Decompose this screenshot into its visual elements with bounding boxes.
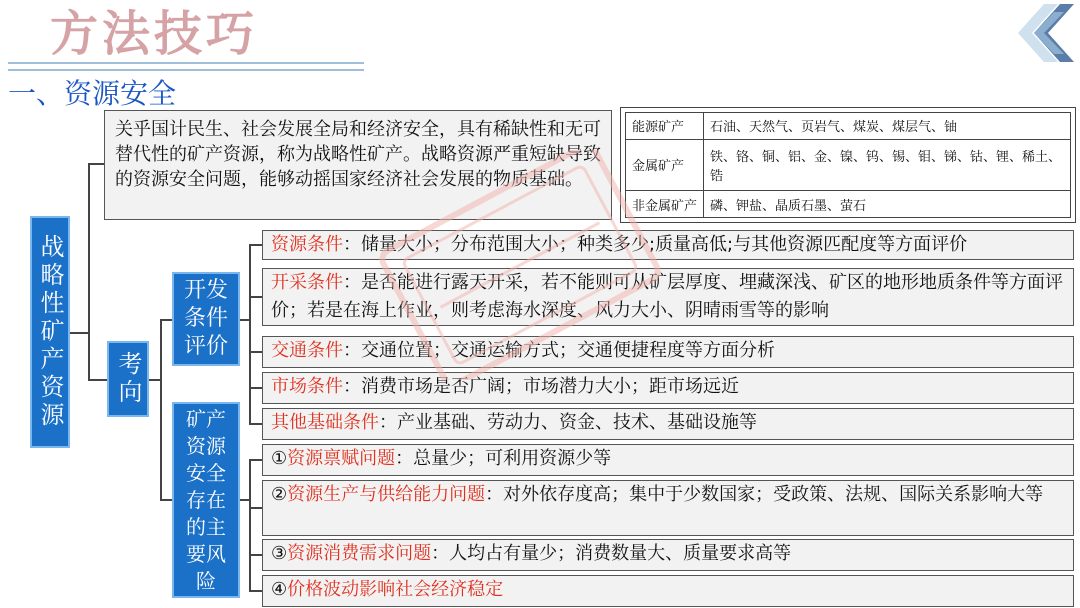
- mineral-type: 非金属矿产: [626, 191, 704, 218]
- row-number: ④: [271, 579, 288, 600]
- row-key: 开采条件: [271, 272, 343, 293]
- connector: [249, 244, 251, 424]
- connector: [249, 554, 262, 556]
- connector: [249, 507, 262, 509]
- row-key: 市场条件: [271, 376, 343, 397]
- row-text: ：消费市场是否广阔；市场潜力大小；距市场远近: [343, 376, 739, 397]
- connector: [70, 332, 88, 334]
- mineral-items: 石油、天然气、页岩气、煤炭、煤层气、铀: [704, 113, 1071, 140]
- definition-box: [104, 110, 612, 220]
- mineral-table: [620, 107, 1076, 223]
- risk-label: 矿产资源安全存在的主要风险: [186, 406, 226, 593]
- kaoxiang-box: [107, 341, 149, 417]
- row-number: ①: [271, 448, 288, 469]
- mineral-items: 铁、铬、铜、铝、金、镍、钨、锡、钼、锑、钴、锂、稀土、锆: [704, 139, 1071, 191]
- connector: [249, 459, 262, 461]
- row-text: ：交通位置；交通运输方式；交通便捷程度等方面分析: [343, 340, 775, 361]
- row-text: ：总量少；可利用资源少等: [395, 448, 612, 469]
- connector: [249, 590, 262, 592]
- connector: [160, 499, 172, 501]
- risk-box: [172, 402, 240, 598]
- row-key: 交通条件: [271, 340, 343, 361]
- table-row: [626, 191, 1071, 218]
- risk-row-endowment: [262, 444, 1074, 476]
- page-title: 方法技巧: [50, 6, 259, 62]
- row-key: 资源禀赋问题: [287, 448, 396, 469]
- mineral-type: 能源矿产: [626, 113, 704, 140]
- connector: [160, 319, 162, 500]
- connector: [249, 351, 262, 353]
- row-text: ：人均占有量少；消费数量大、质量要求高等: [431, 543, 792, 564]
- row-text: ：对外依存度高；集中于少数国家；受政策、法规、国际关系影响大等: [485, 484, 1044, 505]
- row-number: ②: [271, 484, 288, 505]
- dev-row-transport: [262, 336, 1074, 368]
- connector: [88, 379, 107, 381]
- dev-row-resource: [262, 230, 1074, 260]
- root-label: 战略性矿产资源: [36, 234, 64, 430]
- risk-row-price: [262, 575, 1074, 607]
- row-text: ：产业基础、劳动力、资金、技术、基础设施等: [379, 412, 757, 433]
- row-number: ③: [271, 543, 288, 564]
- table-row: [626, 139, 1071, 191]
- mineral-type: 金属矿产: [626, 139, 704, 191]
- row-key: 价格波动影响社会经济稳定: [287, 579, 504, 600]
- mineral-items: 磷、钾盐、晶质石墨、萤石: [704, 191, 1071, 218]
- title-underline-top: [8, 62, 364, 64]
- connector: [88, 163, 90, 380]
- row-key: 资源消费需求问题: [287, 543, 432, 564]
- table-row: [626, 113, 1071, 140]
- connector: [249, 296, 262, 298]
- risk-row-demand: [262, 539, 1074, 571]
- connector: [249, 244, 262, 246]
- row-text: ：是否能进行露天开采，若不能则可从矿层厚度、埋藏深浅、矿区的地形地质条件等方面评价；若是在海上作业，则考虑海水深度、风力大小、阴晴雨雪等的影响: [271, 272, 1063, 321]
- section-heading: 一、资源安全: [8, 77, 177, 110]
- dev-row-market: [262, 372, 1074, 404]
- connector: [249, 423, 262, 425]
- root-label-box: [30, 216, 70, 448]
- row-key: 资源条件: [271, 234, 343, 255]
- row-key: 其他基础条件: [271, 412, 379, 433]
- connector: [160, 319, 172, 321]
- row-text: ：储量大小；分布范围大小；种类多少;质量高低;与其他资源匹配度等方面评价: [343, 234, 968, 255]
- risk-row-supply: [262, 480, 1074, 536]
- connector: [249, 459, 251, 591]
- dev-condition-box: [172, 272, 240, 366]
- title-underline-bottom: [8, 69, 364, 71]
- connector: [88, 163, 104, 165]
- dev-row-other: [262, 408, 1074, 440]
- connector: [249, 387, 262, 389]
- row-key: 资源生产与供给能力问题: [287, 484, 486, 505]
- definition-text: 关乎国计民生、社会发展全局和经济安全，具有稀缺性和无可替代性的矿产资源，称为战略性矿产。战略资源严重短缺导致的资源安全问题，能够动摇国家经济社会发展的物质基础。: [115, 119, 601, 190]
- dev-row-mining: [262, 268, 1074, 326]
- chevron-decoration-icon: [1014, 4, 1076, 62]
- dev-condition-label: 开发条件评价: [183, 278, 228, 359]
- kaoxiang-label: 考向: [114, 351, 142, 407]
